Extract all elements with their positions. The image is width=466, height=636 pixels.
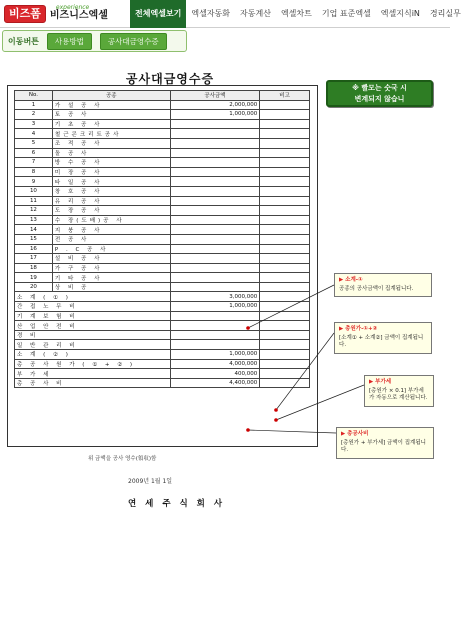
- row-amount: 2,000,000: [170, 100, 260, 110]
- menu-excel-automation[interactable]: 엑셀자동화: [191, 9, 231, 18]
- row-work-type: 유 리 공 사: [52, 196, 170, 206]
- leader-line-3: [276, 385, 364, 420]
- summary-label: 부 가 세: [15, 369, 171, 379]
- marker-dot: [274, 418, 278, 422]
- row-work-type: 도 장 공 사: [52, 206, 170, 216]
- header-amount: 공사금액: [170, 91, 260, 101]
- menu-excel-chart[interactable]: 엑셀차트: [280, 9, 312, 18]
- row-work-type: P . C 공 사: [52, 244, 170, 254]
- menu-corp-standard[interactable]: 기업 표준엑셀: [321, 9, 371, 18]
- row-work-type: 미 장 공 사: [52, 167, 170, 177]
- callout-head: ▶ 총공사비: [341, 431, 369, 437]
- row-work-type: 토 공 사: [52, 110, 170, 120]
- row-no: 18: [15, 263, 53, 273]
- row-work-type: 가 구 공 사: [52, 263, 170, 273]
- receipt-date: 2009년 1월 1일: [128, 478, 173, 485]
- row-no: 9: [15, 177, 53, 187]
- row-no: 1: [15, 100, 53, 110]
- summary-amount: 1,000,000: [170, 302, 260, 312]
- row-work-type: 타 일 공 사: [52, 177, 170, 187]
- marker-dot: [246, 428, 250, 432]
- row-no: 10: [15, 186, 53, 196]
- document-title: 공사대금영수증: [125, 72, 215, 86]
- row-no: 19: [15, 273, 53, 283]
- summary-amount: 400,000: [170, 369, 260, 379]
- row-work-type: 가 설 공 사: [52, 100, 170, 110]
- header-no: No.: [15, 91, 53, 101]
- row-amount: 1,000,000: [170, 110, 260, 120]
- row-work-type: 방 수 공 사: [52, 158, 170, 168]
- callout-head: ▶ 부가세: [369, 379, 392, 385]
- how-to-use-button[interactable]: 사용방법: [47, 33, 92, 50]
- menu-accounting[interactable]: 경리실무: [429, 9, 461, 18]
- banner-line-1: ※ 빨모는 숫국 시: [352, 84, 407, 92]
- row-no: 2: [15, 110, 53, 120]
- summary-amount: 1,000,000: [170, 350, 260, 360]
- leader-line-1: [248, 285, 334, 328]
- logo-product-text: 비즈니스엑셀: [49, 9, 108, 21]
- callout-body: [소계① + 소계②] 금액이 집계됩니다.: [339, 334, 424, 348]
- row-work-type: 돌 공 사: [52, 148, 170, 158]
- summary-amount: 3,000,000: [170, 292, 260, 302]
- banner-line-2: 변계되지 않습니: [354, 95, 405, 103]
- summary-label: 소 계 ( ② ): [15, 350, 171, 360]
- menu-auto-calc[interactable]: 자동계산: [240, 9, 271, 18]
- row-work-type: 수 장(도배)공 사: [52, 215, 170, 225]
- row-work-type: 상 비 공: [52, 282, 170, 292]
- row-no: 14: [15, 225, 53, 235]
- row-work-type: 기 타 공 사: [52, 273, 170, 283]
- callout-head: ▶ 소계-①: [339, 277, 363, 283]
- row-work-type: 지 붕 공 사: [52, 225, 170, 235]
- row-work-type: 조 적 공 사: [52, 138, 170, 148]
- row-no: 6: [15, 148, 53, 158]
- row-work-type: 설 비 공 사: [52, 254, 170, 264]
- row-work-type: 철근콘크리트공사: [52, 129, 170, 139]
- summary-label: 기 계 보 험 비: [15, 311, 171, 321]
- callout-head: ▶ 총원가-①+②: [339, 326, 378, 332]
- row-no: 12: [15, 206, 53, 216]
- nav-buttons-label: 이동버튼: [8, 36, 39, 46]
- row-work-type: 전 공 사: [52, 234, 170, 244]
- header-remarks: 비고: [260, 91, 310, 101]
- header-work-type: 공종: [52, 91, 170, 101]
- company-name: 연 세 주 식 회 사: [128, 499, 226, 509]
- row-no: 17: [15, 254, 53, 264]
- summary-amount: 4,400,000: [170, 378, 260, 388]
- row-no: 5: [15, 138, 53, 148]
- menu-excel-knowledge[interactable]: 엑셀지식iN: [380, 9, 420, 18]
- row-work-type: 기 초 공 사: [52, 119, 170, 129]
- receipt-sheet-button[interactable]: 공사대금영수증: [100, 33, 167, 50]
- summary-amount: 4,000,000: [170, 359, 260, 369]
- row-no: 20: [15, 282, 53, 292]
- logo-tagline: experience: [55, 3, 90, 11]
- callout-body: [총원가 + 부가세] 금액이 집계됩니다.: [341, 439, 426, 453]
- summary-label: 산 업 안 전 비: [15, 321, 171, 331]
- leader-line-4: [248, 430, 336, 433]
- summary-label: 총 공 사 원 가 ( ① + ② ): [15, 359, 171, 369]
- summary-label: 간 접 노 무 비: [15, 302, 171, 312]
- summary-label: 소 계 ( ① ): [15, 292, 171, 302]
- callout-body: [총원가 × 0.1] 부가세가 자동으로 계산됩니다.: [369, 387, 428, 401]
- row-work-type: 창 호 공 사: [52, 186, 170, 196]
- receipt-statement: 위 금액을 공사 영수(領収)함: [88, 456, 157, 462]
- summary-label: 일 반 관 리 비: [15, 340, 171, 350]
- marker-dot: [246, 326, 250, 330]
- summary-label: 총 공 사 비: [15, 378, 171, 388]
- summary-label: 경 비: [15, 330, 171, 340]
- logo-brand: 비즈폼: [4, 5, 46, 23]
- row-no: 3: [15, 119, 53, 129]
- row-no: 7: [15, 158, 53, 168]
- leader-line-2: [276, 333, 334, 410]
- row-no: 11: [15, 196, 53, 206]
- row-no: 8: [15, 167, 53, 177]
- menu-all-excel[interactable]: 전체엑셀보기: [130, 0, 186, 28]
- marker-dot: [274, 408, 278, 412]
- row-no: 16: [15, 244, 53, 254]
- callout-body: 공종의 공사금액이 집계됩니다.: [339, 285, 414, 292]
- row-no: 4: [15, 129, 53, 139]
- row-no: 13: [15, 215, 53, 225]
- row-no: 15: [15, 234, 53, 244]
